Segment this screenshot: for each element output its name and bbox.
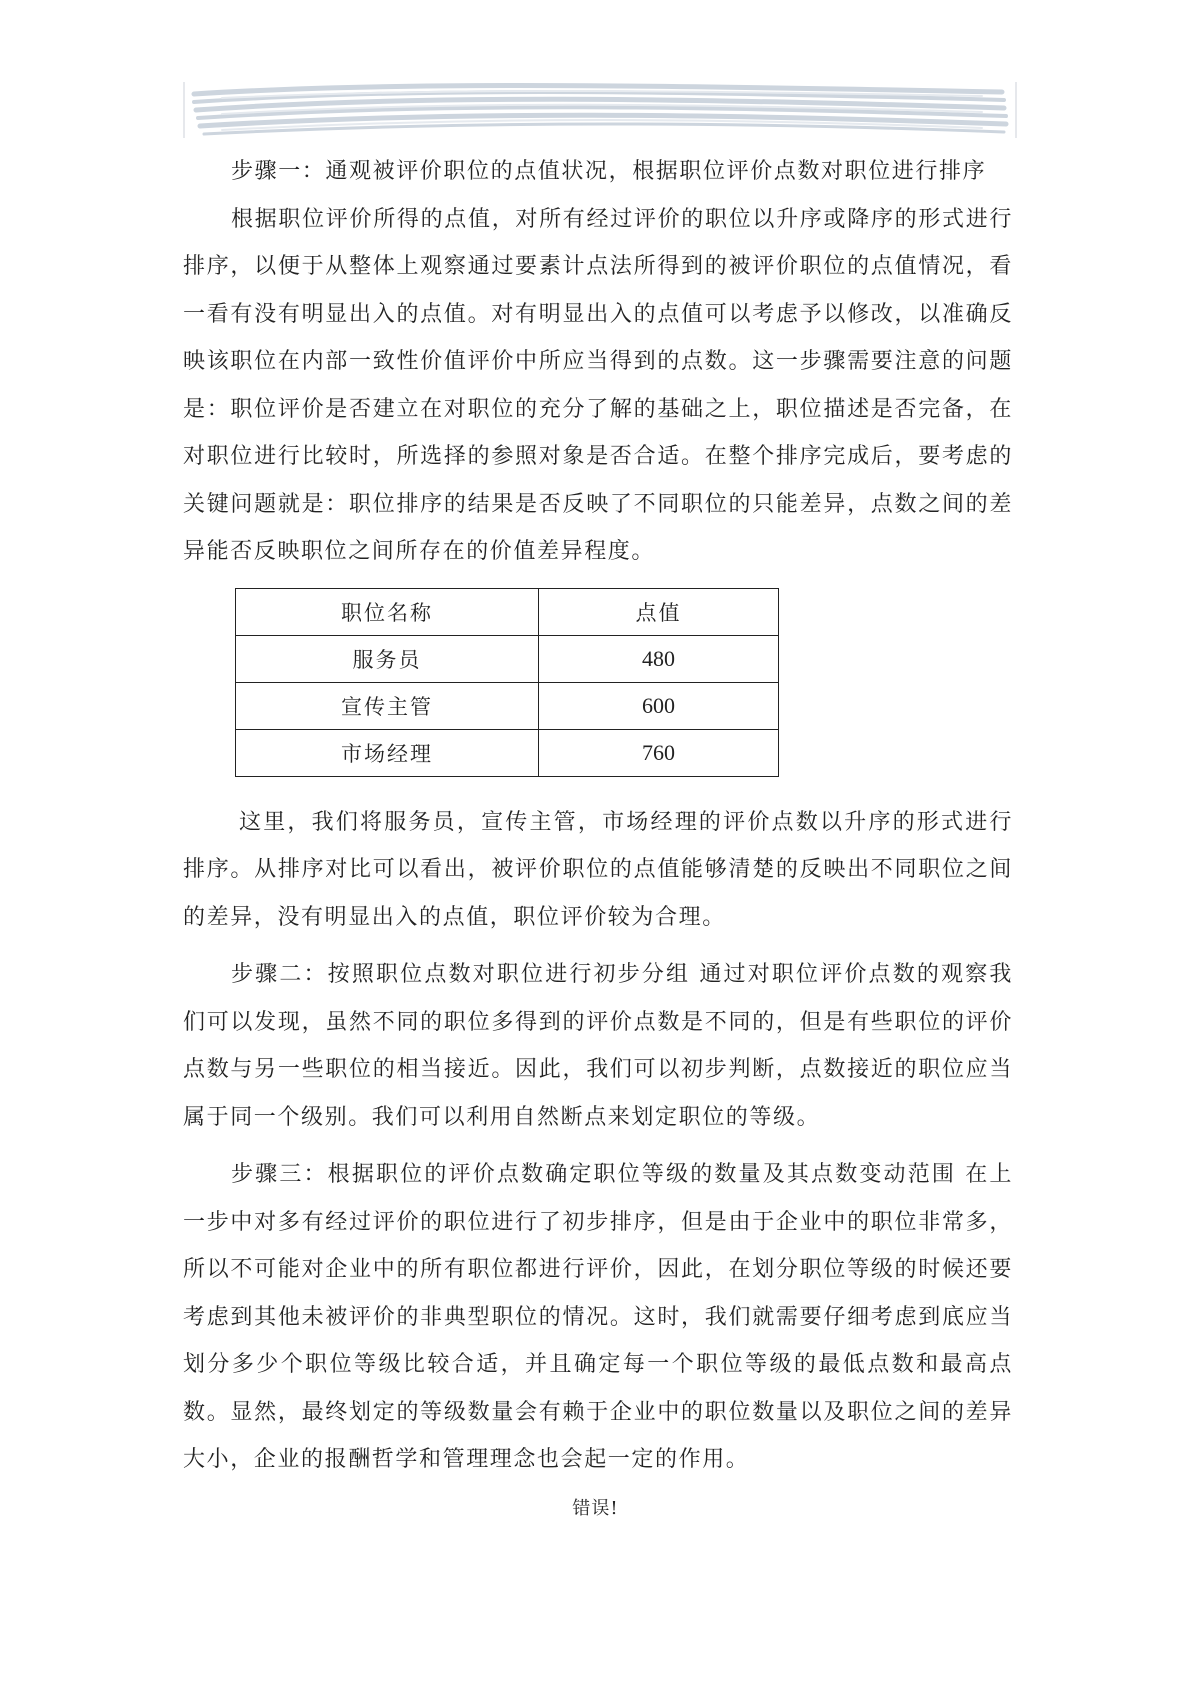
score-cell: 600 <box>539 682 779 729</box>
step1-heading: 步骤一：通观被评价职位的点值状况，根据职位评价点数对职位进行排序 <box>231 159 987 184</box>
job-score-table <box>235 588 779 777</box>
table-row <box>236 635 779 682</box>
document-body <box>183 148 1013 1484</box>
header-score: 点值 <box>539 588 779 635</box>
step1-body: 根据职位评价所得的点值，对所有经过评价的职位以升序或降序的形式进行排序，以便于从整体上观察通过要素计点法所得到的被评价职位的点值情况，看一看有没有明显出入的点值。对有明显出入的点值可以考虑予以修改，以准确反映该职位在内部一致性价值评价中所应当得到的点数。这一步骤需要注意的问题是：职位评价是否建立在对职位的充分了解的基础之上，职位描述是否完备，在对职位进行比较时，所选择的参照对象是否合适。在整个排序完成后，要考虑的关键问题就是：职位排序的结果是否反映了不同职位的只能差异，点数之间的差异能否反映职位之间所存在的价值差异程度。 <box>183 206 1013 564</box>
score-cell: 760 <box>539 729 779 776</box>
table-row <box>236 729 779 776</box>
decorative-wave-banner <box>182 82 1018 138</box>
table-header-row <box>236 588 779 635</box>
job-name-cell: 市场经理 <box>236 729 539 776</box>
job-name-cell: 服务员 <box>236 635 539 682</box>
step2-paragraph: 步骤二：按照职位点数对职位进行初步分组 通过对职位评价点数的观察我们可以发现，虽然不同的职位多得到的评价点数是不同的，但是有些职位的评价点数与另一些职位的相当接近。因此，我们可以初步判断，点数接近的职位应当属于同一个级别。我们可以利用自然断点来划定职位的等级。 <box>183 962 1013 1130</box>
table-explanation: 这里，我们将服务员，宣传主管，市场经理的评价点数以升序的形式进行排序。从排序对比可以看出，被评价职位的点值能够清楚的反映出不同职位之间的差异，没有明显出入的点值，职位评价较为合理。 <box>183 809 1013 930</box>
score-cell: 480 <box>539 635 779 682</box>
spacer <box>183 941 1013 951</box>
job-name-cell: 宣传主管 <box>236 682 539 729</box>
header-banner <box>182 82 1018 138</box>
footer-error-text: 错误! <box>572 1498 619 1519</box>
step3-paragraph: 步骤三：根据职位的评价点数确定职位等级的数量及其点数变动范围 在上一步中对多有经过评价的职位进行了初步排序，但是由于企业中的职位非常多，所以不可能对企业中的所有职位都进行评价，因此，在划分职位等级的时候还要考虑到其他未被评价的非典型职位的情况。这时，我们就需要仔细考虑到底应当划分多少个职位等级比较合适，并且确定每一个职位等级的最低点数和最高点数。显然，最终划定的等级数量会有赖于企业中的职位数量以及职位之间的差异大小，企业的报酬哲学和管理理念也会起一定的作用。 <box>183 1162 1013 1472</box>
table-row <box>236 682 779 729</box>
spacer <box>183 1141 1013 1151</box>
header-job-name: 职位名称 <box>236 588 539 635</box>
